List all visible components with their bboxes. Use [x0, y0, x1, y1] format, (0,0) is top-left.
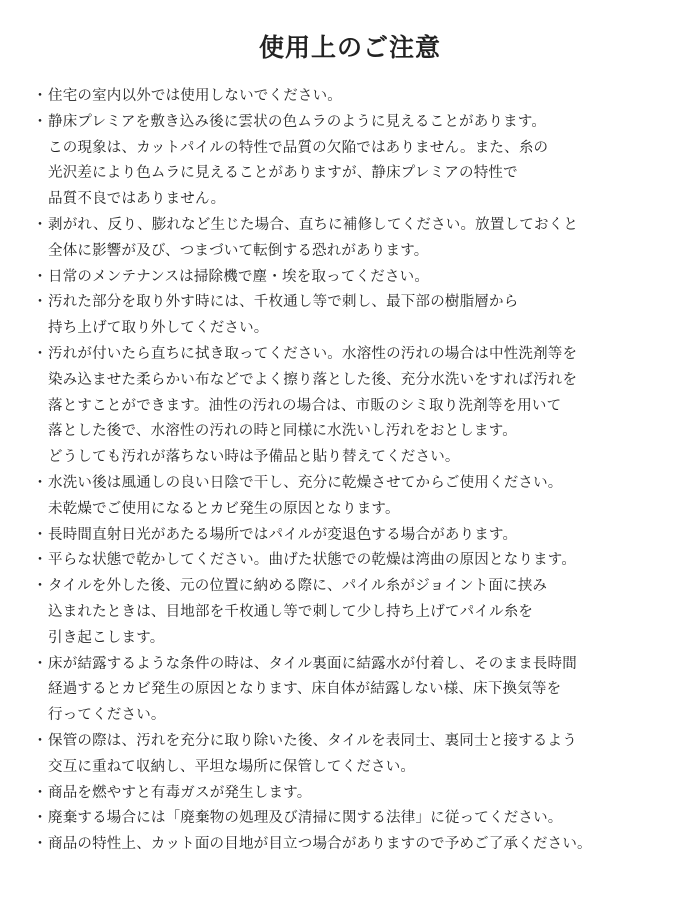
note-line: 汚れが付いたら直ちに拭き取ってください。水溶性の汚れの場合は中性洗剤等を — [48, 345, 578, 362]
note-line: 全体に影響が及び、つまづいて転倒する恐れがあります。 — [48, 242, 429, 259]
bullet-marker: ・ — [32, 294, 48, 311]
note-line: 廃棄する場合には「廃棄物の処理及び清掃に関する法律」に従ってください。 — [48, 810, 563, 827]
note-item — [32, 213, 682, 265]
note-line: 平らな状態で乾かしてください。曲げた状態での乾燥は湾曲の原因となります。 — [48, 552, 577, 569]
note-line: 込まれたときは、目地部を千枚通し等で刺して少し持ち上げてパイル糸を — [48, 603, 534, 620]
note-line: 光沢差により色ムラに見えることがありますが、静床プレミアの特性で — [48, 165, 518, 182]
note-item — [32, 265, 682, 291]
bullet-marker: ・ — [32, 216, 48, 233]
note-item — [32, 832, 682, 858]
note-item — [32, 652, 682, 729]
bullet-marker: ・ — [32, 836, 48, 853]
note-text — [48, 342, 682, 471]
note-line: 交互に重ねて収納し、平坦な場所に保管してください。 — [48, 758, 416, 775]
note-item — [32, 781, 682, 807]
note-line: 未乾燥でご使用になるとカビ発生の原因となります。 — [48, 500, 400, 517]
note-line: 汚れた部分を取り外す時には、千枚通し等で刺し、最下部の樹脂層から — [48, 294, 519, 311]
note-text — [48, 832, 682, 858]
note-text — [48, 290, 682, 342]
note-line: どうしても汚れが落ちない時は予備品と貼り替えてください。 — [48, 449, 460, 466]
note-line: 持ち上げて取り外してください。 — [48, 320, 269, 337]
note-text — [48, 471, 682, 523]
note-text — [48, 574, 682, 651]
note-item — [32, 523, 682, 549]
note-line: 商品の特性上、カット面の目地が目立つ場合がありますので予めご了承ください。 — [48, 836, 592, 853]
note-item — [32, 574, 682, 651]
note-item — [32, 729, 682, 781]
bullet-marker: ・ — [32, 552, 48, 569]
note-text — [48, 84, 682, 110]
note-line: 染み込ませた柔らかい布などでよく擦り落とした後、充分水洗いをすれば汚れを — [48, 371, 578, 388]
bullet-marker: ・ — [32, 784, 48, 801]
notes-list — [32, 84, 682, 858]
note-line: 住宅の室内以外では使用しないでください。 — [48, 88, 342, 104]
note-text — [48, 806, 682, 832]
bullet-marker: ・ — [32, 474, 48, 491]
note-text — [48, 213, 682, 265]
note-line: 落とすことができます。油性の汚れの場合は、市販のシミ取り洗剤等を用いて — [48, 397, 562, 414]
note-line: タイルを外した後、元の位置に納める際に、パイル糸がジョイント面に挟み — [48, 578, 548, 595]
note-item — [32, 84, 682, 110]
note-text — [48, 781, 682, 807]
note-line: 保管の際は、汚れを充分に取り除いた後、タイルを表同士、裏同士と接するよう — [48, 732, 577, 749]
note-line: この現象は、カットパイルの特性で品質の欠陥ではありません。また、糸の — [48, 139, 549, 156]
note-text — [48, 548, 682, 574]
bullet-marker: ・ — [32, 345, 48, 362]
note-text — [48, 652, 682, 729]
note-item — [32, 290, 682, 342]
note-line: 引き起こします。 — [48, 629, 165, 646]
note-line: 剥がれ、反り、膨れなど生じた場合、直ちに補修してください。放置しておくと — [48, 216, 579, 233]
note-line: 落とした後で、水溶性の汚れの時と同様に水洗いし汚れをおとします。 — [48, 423, 517, 440]
note-line: 日常のメンテナンスは掃除機で塵・埃を取ってください。 — [48, 268, 430, 285]
note-line: 商品を燃やすと有毒ガスが発生します。 — [48, 784, 312, 801]
bullet-marker: ・ — [32, 655, 48, 672]
note-line: 品質不良ではありません。 — [48, 191, 226, 208]
page-title: 使用上のご注意 — [258, 33, 441, 62]
bullet-marker: ・ — [32, 526, 48, 543]
note-item — [32, 110, 682, 213]
note-text — [48, 729, 682, 781]
note-line: 静床プレミアを敷き込み後に雲状の色ムラのように見えることがあります。 — [48, 113, 547, 130]
note-item — [32, 342, 682, 471]
note-line: 水洗い後は風通しの良い日陰で干し、充分に乾燥させてからご使用ください。 — [48, 474, 563, 491]
bullet-marker: ・ — [32, 578, 48, 595]
bullet-marker: ・ — [32, 113, 48, 130]
bullet-marker: ・ — [32, 268, 48, 285]
note-line: 経過するとカビ発生の原因となります、床自体が結露しない様、床下換気等を — [48, 681, 562, 698]
note-item — [32, 806, 682, 832]
bullet-marker: ・ — [32, 88, 48, 104]
note-item — [32, 471, 682, 523]
bullet-marker: ・ — [32, 732, 48, 749]
bullet-marker: ・ — [32, 810, 48, 827]
note-line: 行ってください。 — [48, 707, 166, 724]
note-text — [48, 110, 682, 213]
note-item — [32, 548, 682, 574]
note-line: 床が結露するような条件の時は、タイル裏面に結露水が付着し、そのまま長時間 — [48, 655, 577, 672]
note-text — [48, 523, 682, 549]
note-line: 長時間直射日光があたる場所ではパイルが変退色する場合があります。 — [48, 526, 518, 543]
note-text — [48, 265, 682, 291]
